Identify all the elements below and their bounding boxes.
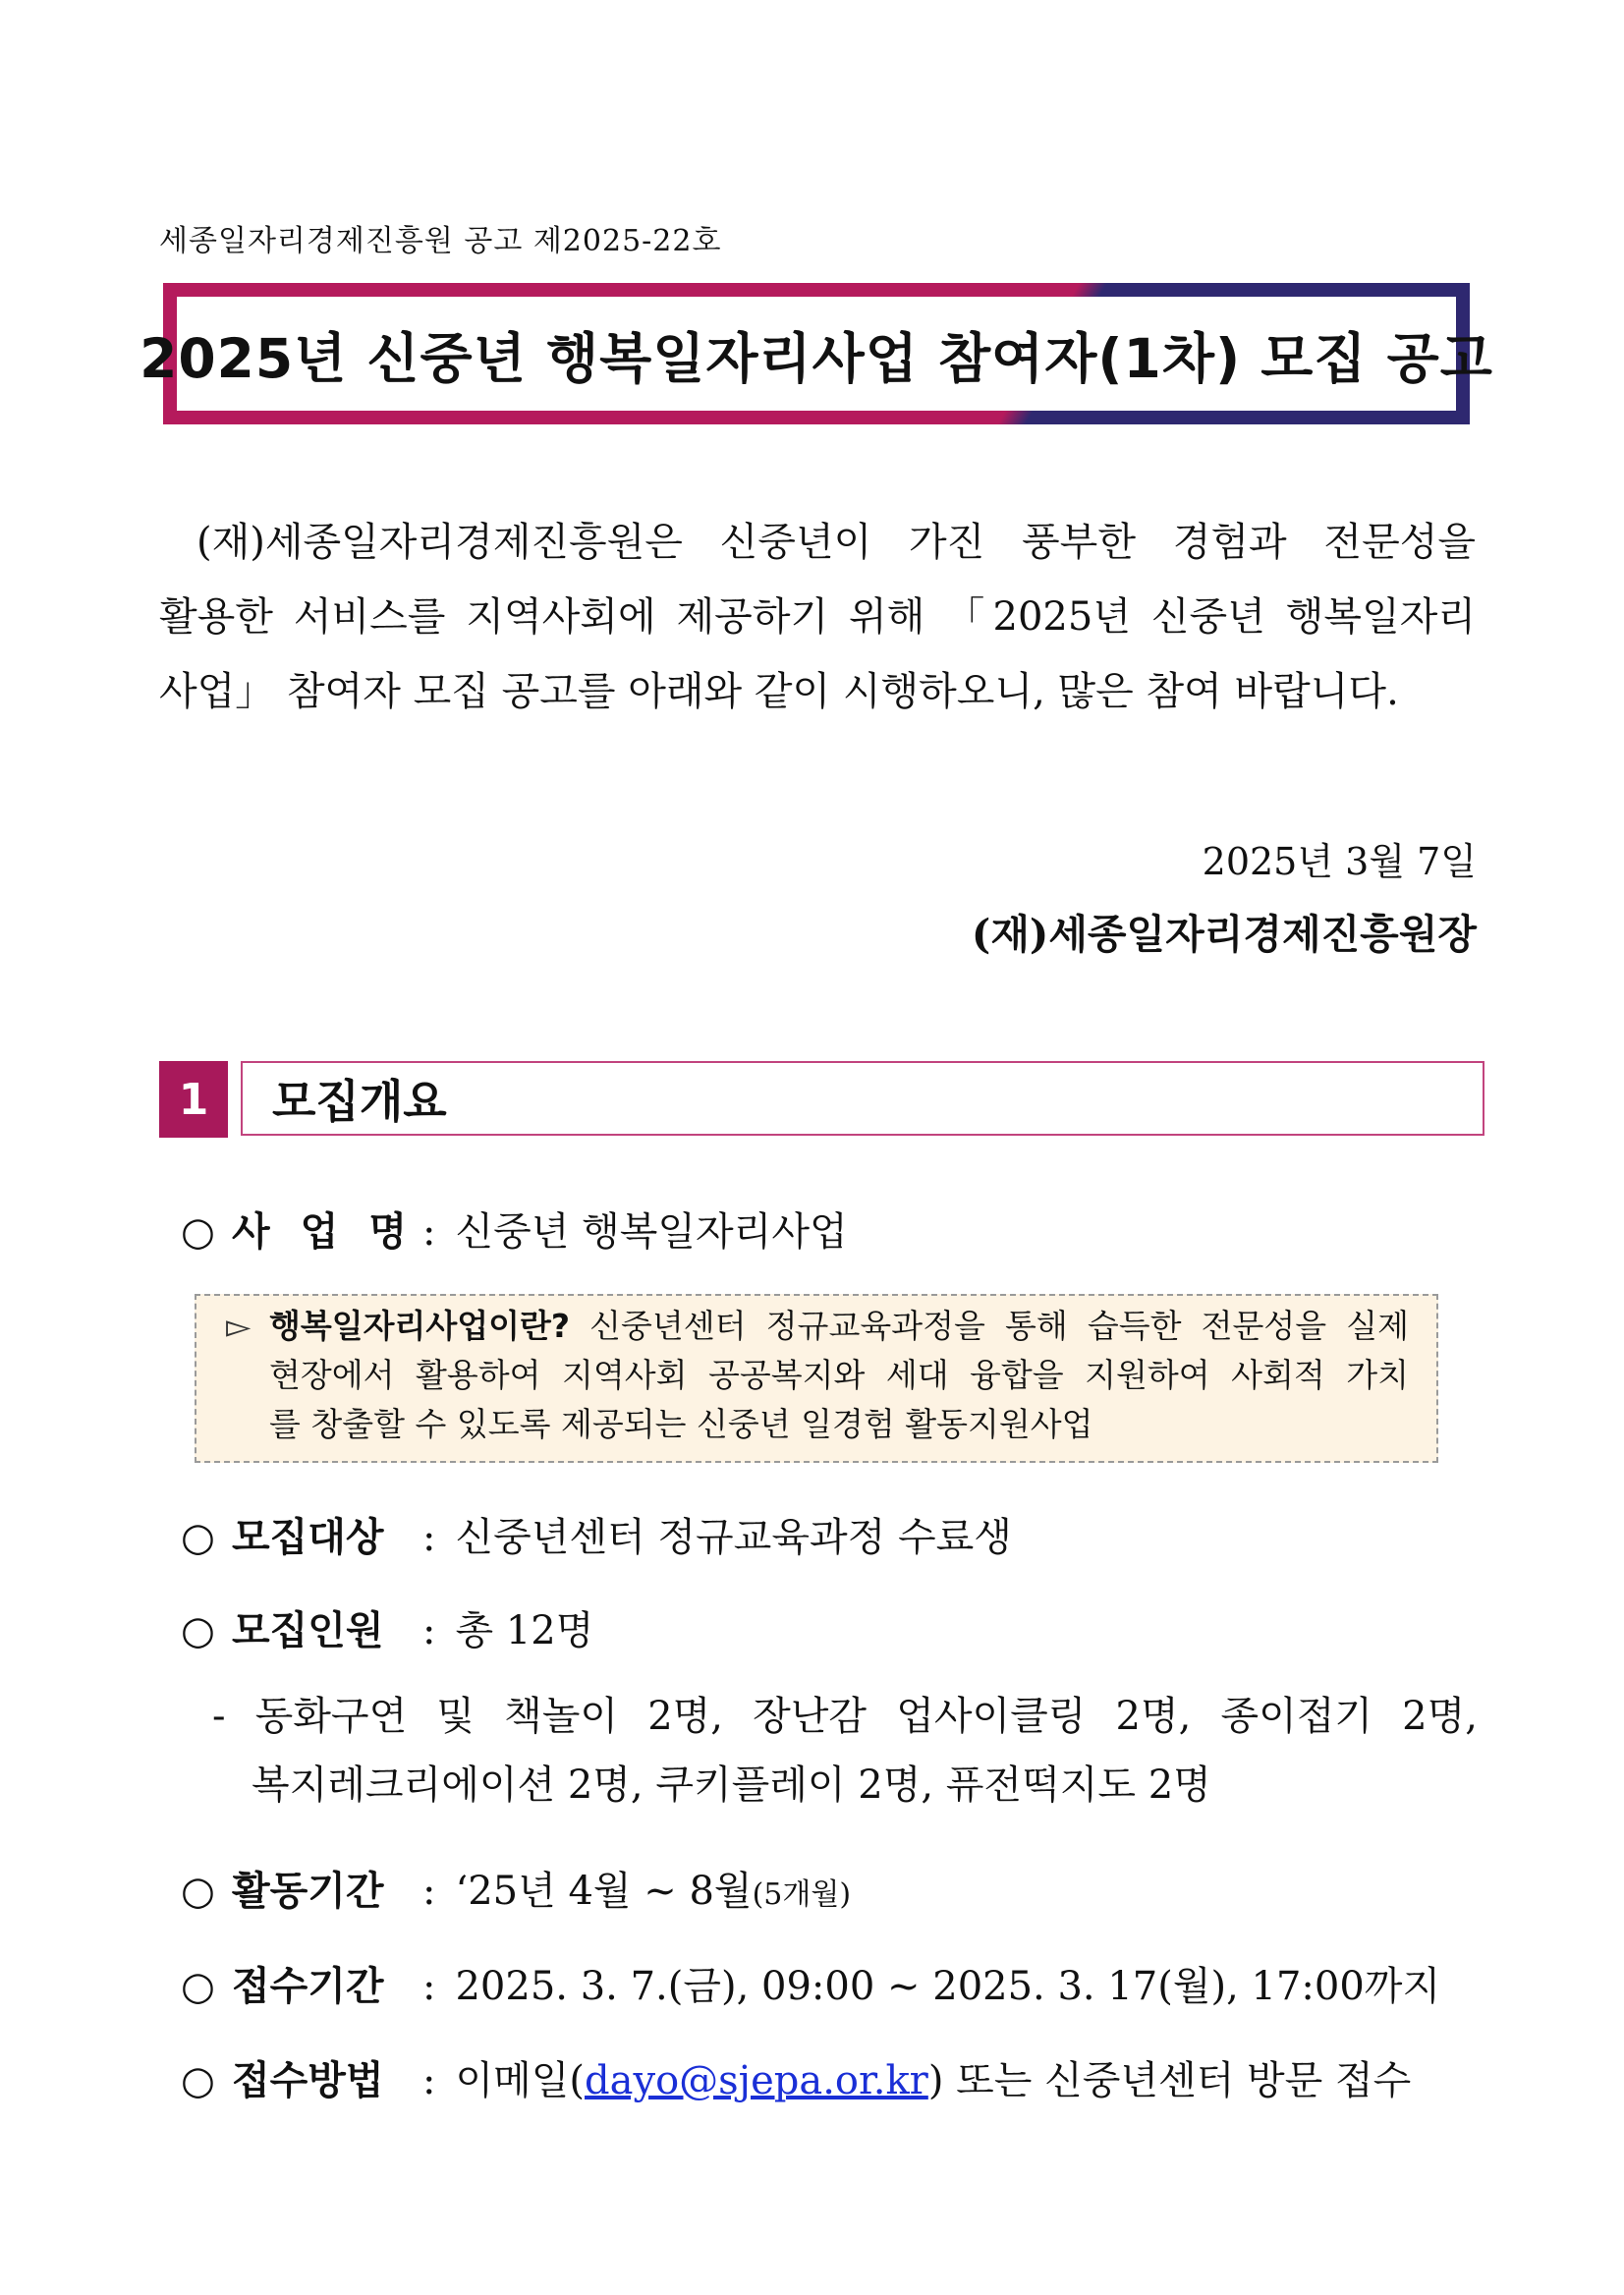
info-text: 신중년센터 정규교육과정을 통해 습득한 전문성을 실제 [589, 1307, 1409, 1345]
item-note: (5개월) [752, 1877, 852, 1912]
section-number: 1 [159, 1061, 228, 1138]
email-link[interactable]: dayo@sjepa.or.kr [585, 2058, 928, 2103]
notice-date: 2025년 3월 7일 [1202, 840, 1477, 883]
item-value-suffix: ) 또는 신중년센터 방문 접수 [927, 2058, 1412, 2103]
intro-line-2: 활용한 서비스를 지역사회에 제공하기 위해 「2025년 신중년 행복일자리 [159, 594, 1476, 640]
item-value: 신중년센터 정규교육과정 수료생 [455, 1515, 1012, 1560]
item-value: 신중년 행복일자리사업 [455, 1209, 848, 1255]
item-label: 접수방법 [232, 2057, 384, 2103]
bullet-circle: ○ [181, 1209, 215, 1255]
item-count [181, 1599, 593, 1655]
colon: : [422, 1608, 436, 1653]
item-label: 사 업 명 [232, 1208, 407, 1255]
item-apply-period [181, 1955, 1440, 2011]
title-banner-inner [140, 297, 1493, 411]
intro-line-3: 사업」 참여자 모집 공고를 아래와 같이 시행하오니, 많은 참여 바랍니다. [159, 669, 1399, 714]
item-label: 접수기간 [232, 1963, 384, 2009]
intro-line-1: (재)세종일자리경제진흥원은 신중년이 가진 풍부한 경험과 전문성을 [196, 520, 1476, 565]
title-banner [140, 283, 1493, 424]
item-value: 총 12명 [455, 1608, 594, 1653]
bullet-circle: ○ [181, 1869, 215, 1914]
bullet-circle: ○ [181, 1964, 215, 2009]
item-apply-method [181, 2049, 1411, 2105]
item-target [181, 1506, 1012, 1562]
info-line-1 [226, 1302, 1409, 1351]
info-box [195, 1294, 1438, 1463]
item-label: 활동기간 [232, 1868, 384, 1914]
info-line-2: 현장에서 활용하여 지역사회 공공복지와 세대 융합을 지원하여 사회적 가치 [269, 1356, 1409, 1394]
item-activity-period [181, 1860, 851, 1916]
section-title: 모집개요 [241, 1061, 1484, 1136]
notice-number: 세종일자리경제진흥원 공고 제2025-22호 [159, 224, 722, 258]
triangle-bullet-icon: ▻ [226, 1307, 252, 1345]
bullet-circle: ○ [181, 1608, 215, 1653]
info-bold-term: 행복일자리사업이란? [269, 1307, 571, 1345]
organization-name: (재)세종일자리경제진흥원장 [971, 911, 1477, 958]
count-detail-line-2: 복지레크리에이션 2명, 쿠키플레이 2명, 퓨전떡지도 2명 [252, 1763, 1211, 1808]
colon: : [422, 2058, 436, 2103]
item-value: 2025. 3. 7.(금), 09:00 ~ 2025. 3. 17(월), 17:00까지 [455, 1964, 1441, 2009]
count-detail [212, 1682, 1478, 1819]
page-title: 2025년 신중년 행복일자리사업 참여자(1차) 모집 공고 [140, 326, 1493, 390]
item-value: ‘25년 4월 ~ 8월 [455, 1869, 753, 1914]
item-value-prefix: 이메일( [455, 2058, 586, 2103]
colon: : [422, 1515, 436, 1560]
bullet-circle: ○ [181, 2058, 215, 2103]
intro-paragraph [159, 505, 1476, 729]
item-label: 모집대상 [232, 1514, 384, 1560]
colon: : [422, 1869, 436, 1914]
colon: : [422, 1209, 436, 1255]
bullet-circle: ○ [181, 1515, 215, 1560]
colon: : [422, 1964, 436, 2009]
info-line-3: 를 창출할 수 있도록 제공되는 신중년 일경험 활동지원사업 [269, 1405, 1093, 1443]
count-detail-line-1: - 동화구연 및 책놀이 2명, 장난감 업사이클링 2명, 종이접기 2명, [212, 1694, 1478, 1739]
item-label: 모집인원 [232, 1607, 384, 1653]
item-project-name [181, 1201, 848, 1257]
